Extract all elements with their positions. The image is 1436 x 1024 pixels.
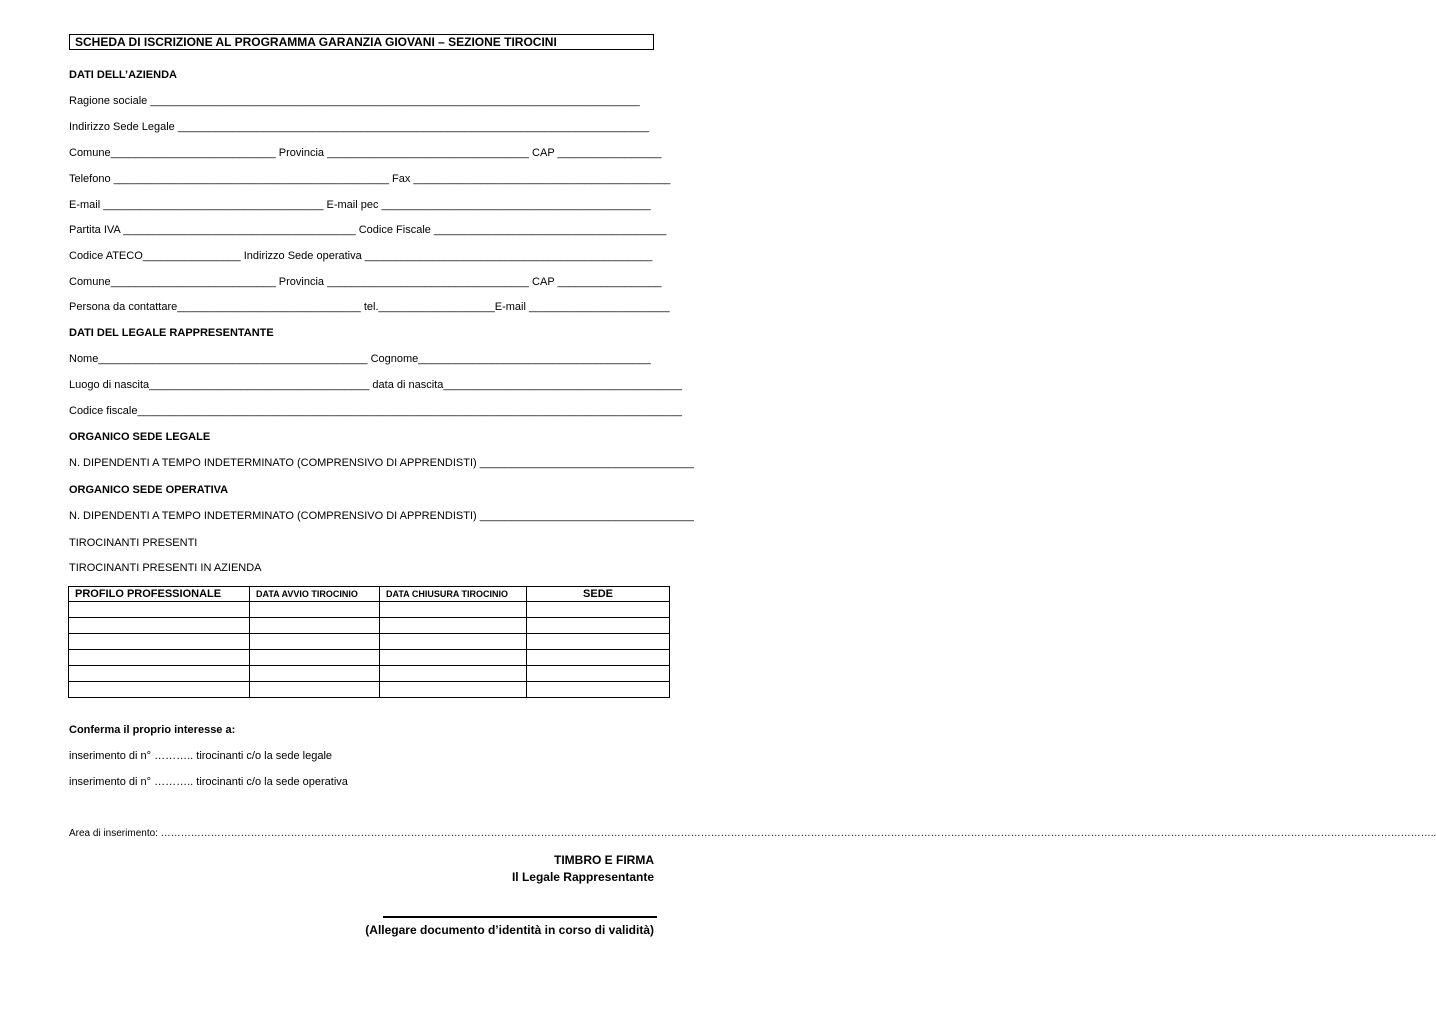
inserimento-operativa-field[interactable]: inserimento di n° ……….. tirocinanti c/o la sede operativa (69, 776, 348, 788)
table-cell[interactable] (250, 618, 380, 634)
col-data-chiusura: DATA CHIUSURA TIROCINIO (380, 587, 527, 602)
table-row (69, 618, 670, 634)
codice-fiscale-field[interactable]: Codice fiscale_________________________________________________________________________________________ (69, 405, 682, 417)
table-cell[interactable] (380, 634, 527, 650)
table-cell[interactable] (69, 650, 250, 666)
allegare-documento-note: (Allegare documento d’identità in corso di validità) (365, 923, 654, 937)
table-row (69, 682, 670, 698)
telefono-fax-field[interactable]: Telefono _____________________________________________ Fax __________________________________________ (69, 173, 671, 185)
table-cell[interactable] (527, 650, 670, 666)
table-cell[interactable] (380, 650, 527, 666)
tirocinanti-table (68, 586, 670, 698)
tirocinanti-azienda-label: TIROCINANTI PRESENTI IN AZIENDA (69, 562, 262, 574)
table-cell[interactable] (527, 602, 670, 618)
conferma-heading: Conferma il proprio interesse a: (69, 724, 236, 736)
col-data-avvio: DATA AVVIO TIROCINIO (250, 587, 380, 602)
col-sede: SEDE (527, 587, 670, 602)
table-cell[interactable] (69, 602, 250, 618)
table-cell[interactable] (250, 682, 380, 698)
organico-legale-heading: ORGANICO SEDE LEGALE (69, 431, 211, 443)
timbro-firma-label: TIMBRO E FIRMA (554, 853, 654, 867)
table-row (69, 666, 670, 682)
persona-contatto-field[interactable]: Persona da contattare______________________________ tel.___________________E-mail _______________________ (69, 301, 670, 313)
dipendenti-operativa-field[interactable]: N. DIPENDENTI A TEMPO INDETERMINATO (COMPRENSIVO DI APPRENDISTI) ___________________________________ (69, 510, 694, 522)
table-row (69, 634, 670, 650)
table-cell[interactable] (380, 682, 527, 698)
table-cell[interactable] (380, 602, 527, 618)
email-pec-field[interactable]: E-mail ____________________________________ E-mail pec ____________________________________________ (69, 199, 651, 211)
table-cell[interactable] (527, 634, 670, 650)
table-cell[interactable] (527, 666, 670, 682)
comune-provincia-cap-operativa-field[interactable]: Comune___________________________ Provincia _________________________________ CAP _________________ (69, 276, 662, 288)
inserimento-legale-field[interactable]: inserimento di n° ……….. tirocinanti c/o la sede legale (69, 750, 333, 762)
signature-line[interactable] (383, 916, 657, 918)
table-cell[interactable] (69, 682, 250, 698)
table-cell[interactable] (527, 682, 670, 698)
tirocinanti-presenti-label: TIROCINANTI PRESENTI (69, 537, 198, 549)
ateco-sede-operativa-field[interactable]: Codice ATECO________________ Indirizzo Sede operativa _______________________________________________ (69, 250, 653, 262)
nome-cognome-field[interactable]: Nome____________________________________________ Cognome______________________________________ (69, 353, 651, 365)
table-cell[interactable] (69, 666, 250, 682)
partita-iva-codice-fiscale-field[interactable]: Partita IVA ______________________________________ Codice Fiscale ______________________________________ (69, 224, 667, 236)
comune-provincia-cap-field[interactable]: Comune___________________________ Provincia _________________________________ CAP _________________ (69, 147, 662, 159)
table-cell[interactable] (250, 602, 380, 618)
table-cell[interactable] (380, 666, 527, 682)
col-profilo: PROFILO PROFESSIONALE (69, 587, 250, 602)
table-cell[interactable] (380, 618, 527, 634)
ragione-sociale-field[interactable]: Ragione sociale ________________________________________________________________________________ (69, 95, 640, 107)
table-cell[interactable] (69, 618, 250, 634)
legale-rappresentante-label: Il Legale Rappresentante (511, 870, 654, 884)
table-cell[interactable] (527, 618, 670, 634)
table-cell[interactable] (250, 666, 380, 682)
table-cell[interactable] (250, 650, 380, 666)
legale-heading: DATI DEL LEGALE RAPPRESENTANTE (69, 327, 274, 339)
area-inserimento-field[interactable]: Area di inserimento: ………………………………………………………………………………………………………………………………………………………………………………………………………………………………………………………………………………………………………………………………………………….. (69, 828, 1436, 839)
indirizzo-sede-legale-field[interactable]: Indirizzo Sede Legale _____________________________________________________________________________ (69, 121, 649, 133)
table-row (69, 602, 670, 618)
table-header-row (69, 587, 670, 602)
table-cell[interactable] (250, 634, 380, 650)
table-cell[interactable] (69, 634, 250, 650)
form-title: SCHEDA DI ISCRIZIONE AL PROGRAMMA GARANZIA GIOVANI – SEZIONE TIROCINI (69, 34, 654, 50)
organico-operativa-heading: ORGANICO SEDE OPERATIVA (69, 484, 229, 496)
azienda-heading: DATI DELL’AZIENDA (69, 69, 177, 81)
dipendenti-legale-field[interactable]: N. DIPENDENTI A TEMPO INDETERMINATO (COMPRENSIVO DI APPRENDISTI) ___________________________________ (69, 457, 694, 469)
table-row (69, 650, 670, 666)
nascita-field[interactable]: Luogo di nascita____________________________________ data di nascita_______________________________________ (69, 379, 682, 391)
